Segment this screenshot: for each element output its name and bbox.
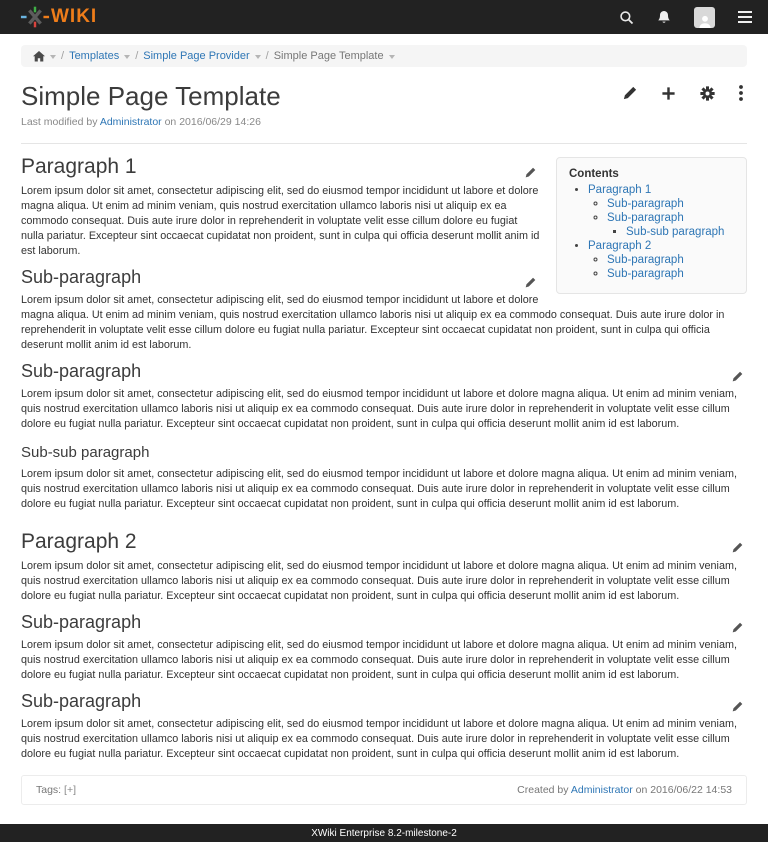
section-text: Lorem ipsum dolor sit amet, consectetur adipiscing elit, sed do eiusmod tempor incididunt ut labore et dolore magna aliqua. Ut enim ad minim veniam, quis nostrud exercitation ullamco laboris nisi ut aliquip ex ea commodo consequat. Duis aute irure dolor in reprehenderit in voluptate velit esse cillum dolore eu fugiat nulla pariatur. Excepteur sint occaecat cupidatat non proident, sunt in culpa qui officia deserunt mollit anim id est laborum.: [21, 718, 737, 760]
section-edit-button[interactable]: [732, 366, 743, 387]
section-title: Sub-paragraph: [21, 691, 142, 711]
document-footer: [21, 775, 747, 805]
toc-link-paragraph-2[interactable]: Paragraph 2: [588, 240, 652, 252]
tags-label: Tags:: [36, 784, 62, 796]
chevron-down-icon[interactable]: [50, 55, 56, 59]
navbar-actions: [619, 7, 752, 28]
chevron-down-icon[interactable]: [389, 55, 395, 59]
breadcrumb-home-link[interactable]: [33, 51, 45, 62]
search-icon: [619, 10, 634, 25]
toc-link-sub-paragraph[interactable]: Sub-paragraph: [607, 198, 684, 210]
section-text: Lorem ipsum dolor sit amet, consectetur adipiscing elit, sed do eiusmod tempor incididunt ut labore et dolore magna aliqua. Ut enim ad minim veniam, quis nostrud exercitation ullamco laboris nisi ut aliquip ex ea commodo consequat. Duis aute irure dolor in reprehenderit in voluptate velit esse cillum dolore eu fugiat nulla pariatur. Excepteur sint occaecat cupidatat non proident, sunt in culpa qui officia deserunt mollit anim id est laborum.: [21, 294, 725, 351]
toc-title: Contents: [569, 168, 619, 180]
toc-list: [569, 183, 734, 281]
toc-item: [607, 197, 734, 211]
section-title: Sub-paragraph: [21, 267, 142, 287]
section-text: Lorem ipsum dolor sit amet, consectetur adipiscing elit, sed do eiusmod tempor incididunt ut labore et dolore magna aliqua. Ut enim ad minim veniam, quis nostrud exercitation ullamco laboris nisi ut aliquip ex ea commodo consequat. Duis aute irure dolor in reprehenderit in voluptate velit esse cillum dolore eu fugiat nulla pariatur. Excepteur sint occaecat cupidatat non proident, sunt in culpa qui officia deserunt mollit anim id est laborum.: [21, 639, 737, 681]
created-suffix: on 2016/06/22 14:53: [635, 784, 732, 796]
section-title: Paragraph 2: [21, 530, 137, 553]
section-edit-button[interactable]: [525, 160, 536, 184]
tags-area: [36, 784, 76, 796]
breadcrumb-separator: /: [265, 50, 269, 62]
section-heading: [21, 530, 747, 554]
admin-button[interactable]: [700, 85, 715, 101]
breadcrumb: [21, 45, 747, 67]
home-icon: [33, 51, 45, 62]
add-tag-button[interactable]: [+]: [64, 784, 76, 796]
create-button[interactable]: [661, 85, 676, 101]
section-text: Lorem ipsum dolor sit amet, consectetur adipiscing elit, sed do eiusmod tempor incididunt ut labore et dolore magna aliqua. Ut enim ad minim veniam, quis nostrud exercitation ullamco laboris nisi ut aliquip ex ea commodo consequat. Duis aute irure dolor in reprehenderit in voluptate velit esse cillum dolore eu fugiat nulla pariatur. Excepteur sint occaecat cupidatat non proident, sunt in culpa qui officia deserunt mollit anim id est laborum.: [21, 468, 737, 510]
section-paragraph-2: [21, 530, 747, 604]
section-title: Paragraph 1: [21, 155, 137, 178]
toc-link-paragraph-1[interactable]: Paragraph 1: [588, 184, 652, 196]
notifications-button[interactable]: [657, 10, 671, 25]
avatar: [694, 7, 715, 28]
xwiki-logo[interactable]: [20, 5, 97, 29]
kebab-icon: [739, 85, 743, 101]
breadcrumb-separator: /: [61, 50, 65, 62]
drawer-menu-button[interactable]: [738, 11, 752, 23]
toc-item: [607, 253, 734, 267]
section-edit-button[interactable]: [732, 617, 743, 638]
section-edit-button[interactable]: [525, 272, 536, 293]
pencil-icon: [623, 86, 637, 100]
toc-link-sub-paragraph[interactable]: Sub-paragraph: [607, 268, 684, 280]
page-actions: [623, 85, 747, 101]
toc-item: [607, 267, 734, 281]
toc-link-sub-sub-paragraph[interactable]: Sub-sub paragraph: [626, 226, 725, 238]
section-edit-button[interactable]: [732, 696, 743, 717]
breadcrumb-link-templates[interactable]: Templates: [69, 50, 120, 62]
gear-icon: [700, 86, 715, 101]
logo-wordmark: WIKI: [51, 6, 98, 27]
section-sub-paragraph-3: [21, 612, 747, 683]
bell-icon: [657, 10, 671, 25]
section-sub-paragraph-2: [21, 361, 747, 432]
search-button[interactable]: [619, 10, 634, 25]
toc-item: [588, 183, 734, 239]
toc-link-sub-paragraph[interactable]: Sub-paragraph: [607, 212, 684, 224]
version-text: XWiki Enterprise 8.2-milestone-2: [311, 827, 457, 839]
chevron-down-icon[interactable]: [124, 55, 130, 59]
breadcrumb-separator: /: [135, 50, 139, 62]
section-heading: [21, 612, 747, 633]
toc-item: [607, 211, 734, 239]
table-of-contents: [556, 157, 747, 294]
section-edit-button[interactable]: [732, 535, 743, 559]
section-sub-paragraph-4: [21, 691, 747, 762]
section-heading: [21, 691, 747, 712]
top-navbar: [0, 0, 768, 34]
section-title: Sub-paragraph: [21, 612, 142, 632]
menu-icon: [738, 11, 752, 23]
version-bar: [0, 824, 768, 842]
section-heading: [21, 361, 747, 382]
chevron-down-icon[interactable]: [255, 55, 261, 59]
modified-prefix: Last modified by: [21, 116, 98, 128]
more-actions-button[interactable]: [739, 85, 743, 101]
modified-suffix: on 2016/06/29 14:26: [164, 116, 261, 128]
section-title: Sub-paragraph: [21, 361, 142, 381]
modified-user-link[interactable]: Administrator: [99, 116, 162, 128]
section-text: Lorem ipsum dolor sit amet, consectetur adipiscing elit, sed do eiusmod tempor incididunt ut labore et dolore magna aliqua. Ut enim ad minim veniam, quis nostrud exercitation ullamco laboris nisi ut aliquip ex ea commodo consequat. Duis aute irure dolor in reprehenderit in voluptate velit esse cillum dolore eu fugiat nulla pariatur. Excepteur sint occaecat cupidatat non proident, sunt in culpa qui officia deserunt mollit anim id est laborum.: [21, 185, 540, 257]
header-divider: [21, 143, 747, 144]
created-line: [517, 784, 732, 796]
profile-button[interactable]: [694, 7, 715, 28]
x-logo-icon: [20, 5, 50, 29]
section-text: Lorem ipsum dolor sit amet, consectetur adipiscing elit, sed do eiusmod tempor incididunt ut labore et dolore magna aliqua. Ut enim ad minim veniam, quis nostrud exercitation ullamco laboris nisi ut aliquip ex ea commodo consequat. Duis aute irure dolor in reprehenderit in voluptate velit esse cillum dolore eu fugiat nulla pariatur. Excepteur sint occaecat cupidatat non proident, sunt in culpa qui officia deserunt mollit anim id est laborum.: [21, 560, 737, 602]
toc-link-sub-paragraph[interactable]: Sub-paragraph: [607, 254, 684, 266]
created-prefix: Created by: [517, 784, 569, 796]
document-header: [21, 75, 747, 144]
section-text: Lorem ipsum dolor sit amet, consectetur adipiscing elit, sed do eiusmod tempor incididunt ut labore et dolore magna aliqua. Ut enim ad minim veniam, quis nostrud exercitation ullamco laboris nisi ut aliquip ex ea commodo consequat. Duis aute irure dolor in reprehenderit in voluptate velit esse cillum dolore eu fugiat nulla pariatur. Excepteur sint occaecat cupidatat non proident, sunt in culpa qui officia deserunt mollit anim id est laborum.: [21, 388, 737, 430]
breadcrumb-current-page: Simple Page Template: [273, 50, 384, 62]
last-modified-line: [21, 116, 747, 128]
breadcrumb-link-simple-page-provider[interactable]: Simple Page Provider: [143, 50, 250, 62]
section-title: Sub-sub paragraph: [21, 444, 150, 461]
plus-icon: [661, 86, 676, 101]
toc-item: [626, 225, 734, 239]
toc-item: [588, 239, 734, 281]
created-user-link[interactable]: Administrator: [570, 784, 633, 796]
edit-button[interactable]: [623, 85, 637, 101]
section-heading: [21, 444, 747, 462]
document-content: [21, 155, 747, 762]
page-title: Simple Page Template: [21, 81, 281, 111]
section-sub-sub-paragraph: [21, 444, 747, 512]
